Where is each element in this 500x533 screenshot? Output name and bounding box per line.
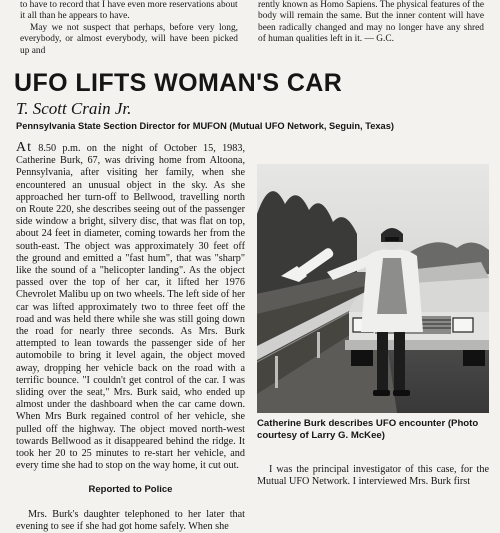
photo-woman-beside-car-illustration [257, 164, 489, 413]
previous-article-line-3: May we not suspect that perhaps, before very long, everybody, or almost everybody, will have been picked up and [20, 22, 238, 56]
article-headline: UFO LIFTS WOMAN'S CAR [14, 69, 343, 97]
author-affiliation: Pennsylvania State Section Director for MUFON (Mutual UFO Network, Seguin, Texas) [16, 121, 394, 131]
article-body-column [16, 142, 245, 533]
article-photo [257, 164, 489, 413]
article-author: T. Scott Crain Jr. [16, 99, 132, 118]
section-subhead: Reported to Police [88, 484, 173, 496]
photo-caption: Catherine Burk describes UFO encounter (Photo courtesy of Larry G. McKee) [257, 418, 479, 441]
previous-article-line-1: to have to record that I have even more reservations about [20, 0, 238, 10]
previous-article-right-column: rently known as Homo Sapiens. The physical features of the body will remain the same. But the inner content will have been radically changed and may no longer have any shred of human qualities left in it. — G.C. [258, 0, 484, 45]
article-paragraph-2: Mrs. Burk's daughter telephoned to her later that evening to see if she had got home safely. When she [16, 508, 245, 532]
article-paragraph-1-text: 8.50 p.m. on the night of October 15, 1983, Catherine Burk, 67, was driving home from Altoona, Pennsylvania, after visiting her family, when she encountered an unusual object in the sky. As she approached her turn-off to Bellwood, travelling north on Route 220, she describes seeing out of the passenger side window a bright, silvery disc, that was flat on top, about 24 feet in diameter, coming towards her from the south-east. The object was approximately 30 feet off the ground and emitted a "fast hum", that was "sharp" like the sound of a "helicopter landing". As the object passed over the top of her car, it lifted her 1976 Chevrolet Malibu up on two wheels. The left side of her car was lifted approximately two to three feet off the road and was held there while she was still going down the road for nearly three seconds. As Mrs. Burk attempted to lean towards the passenger side of her automobile to bring it level again, the object moved away, dropping her vehicle back on the road with a terrific bounce. "I couldn't get control of the car. I was sliding over the seat," Mrs. Burk said, who ended up almost under the dashboard when the car came down. When Mrs Burk regained control of her vehicle, she pulled off the highway. The object moved north-west towards Bellwood as it disappeared behind the ridge. It took her 20 to 25 minutes to re-start her vehicle, and every time she had to stop on the way home, it cut out. [16, 143, 245, 472]
previous-article-left-column [20, 0, 238, 57]
article-right-column-paragraph: I was the principal investigator of this case, for the Mutual UFO Network. I interviewed Mrs. Burk first [257, 464, 489, 488]
article-paragraph-1 [16, 142, 245, 472]
previous-article-line-2: it all than he appears to have. [20, 11, 130, 22]
drop-cap: At [16, 140, 32, 155]
